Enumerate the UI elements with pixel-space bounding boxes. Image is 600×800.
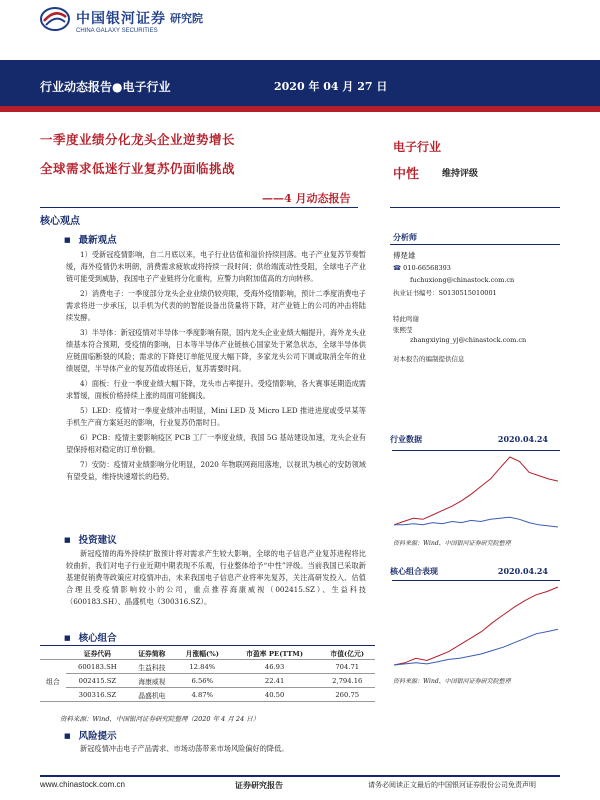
series-line-1 xyxy=(394,587,558,665)
header-accent-line xyxy=(0,106,600,112)
table-group-label: 组合 xyxy=(40,660,66,702)
analyst-name: 傅楚雄 xyxy=(393,251,416,260)
table-cell: 704.71 xyxy=(319,660,375,674)
divider xyxy=(390,244,560,245)
sidebar-industry: 电子行业 xyxy=(393,140,442,154)
researcher-name: 张熙莹 xyxy=(393,326,413,334)
portfolio-performance-date: 2020.04.24 xyxy=(497,566,548,576)
paragraph: 2）消费电子：一季度部分龙头企业业绩仍较亮眼，受海外疫情影响，预计二季度消费电子需求将进一步承压，以手机为代表的的智能设备出货量将下降，对产业链上的公司的冲击将陆续发酵。 xyxy=(66,289,366,322)
table-header-cell: 证券代码 xyxy=(66,646,129,660)
table-cell: 300316.SZ xyxy=(66,688,129,702)
table-cell: 22.41 xyxy=(230,674,320,688)
latest-view-paragraphs xyxy=(66,249,366,486)
portfolio-performance-heading xyxy=(390,566,560,577)
paragraph: 6）PCB：疫情主要影响疫区 PCB 工厂一季度业绩，我国 5G 基站建设加速，龙头企业有望保持相对稳定的订单份额。 xyxy=(66,433,366,454)
paragraph: 1）受新冠疫情影响，自二月底以来，电子行业估值和溢价持续回落。电子产业复苏节奏暂缓，海外疫情仍未明朗，消费需求疲软或将持续一段时间；供给端流动性受阻，全球电子产业链可能受到威胁，我国电子产业链将分化重构，应警力向附加值高的方向转移。 xyxy=(66,250,366,283)
table-cell: 46.93 xyxy=(230,660,320,674)
portfolio-performance-label: 核心组合表现 xyxy=(390,566,438,576)
brand-name: 中国银河证券 xyxy=(76,11,166,27)
acknowledgement-label: 特此鸣谢 xyxy=(393,315,419,323)
table-header-row xyxy=(40,646,375,660)
rating-note: 维持评级 xyxy=(442,169,479,179)
analyst-heading: 分析师 xyxy=(393,232,417,242)
report-title-line-1: 一季度业绩分化龙头企业逆势增长 xyxy=(40,132,236,147)
brand-english: CHINA GALAXY SECURITIES xyxy=(76,28,158,34)
industry-data-label: 行业数据 xyxy=(390,434,422,444)
report-type: 行业动态报告●电子行业 xyxy=(40,80,171,94)
table-cell: 40.50 xyxy=(230,688,320,702)
divider xyxy=(390,207,560,208)
series-line-1 xyxy=(394,457,558,525)
footer-label: 证券研究报告 xyxy=(235,780,283,790)
institute-label: 研究院 xyxy=(170,12,203,25)
paragraph: 3）半导体：新冠疫情对半导体一季度影响有限，国内龙头企业业绩大幅提升，海外龙头业绩基本符合预期，受疫情的影响，日本等半导体产业链核心国家处于紧急状态，全球半导体供应链面临断裂的风险；需求的下降使订单能见度大幅下降，多家龙头公司下调或取消全年的业绩展望，半导体产业的复苏值或将延后，复苏需要时间。 xyxy=(66,328,366,373)
table-cell: 600183.SH xyxy=(66,660,129,674)
industry-data-date: 2020.04.24 xyxy=(497,434,548,444)
researcher-email[interactable]: zhangxiying_yj@chinastock.com.cn xyxy=(410,336,527,344)
table-cell: 260.75 xyxy=(319,688,375,702)
table-cell: 4.87% xyxy=(175,688,230,702)
table-header-cell: 月涨幅(%) xyxy=(175,646,230,660)
risk-text xyxy=(66,743,366,758)
footer-disclaimer: 请务必阅读正文最后的中国银河证券股份公司免责声明 xyxy=(368,781,536,789)
paragraph: 新冠疫情的海外持续扩散预计将对需求产生较大影响，全球的电子信息产业复苏进程将比较曲折，我们对电子行业近期中期表现不乐观，行业整体给予“中性”评级。当前我国已采取新基建促销费等政策应对疫情冲击，未来我国电子信息产业将率先复苏，关注高研发投入、估值合理且受疫情影响较小的公司，重点推荐海康威视（002415.SZ）、生益科技（600183.SH）、晶盛机电（300316.SZ）。 xyxy=(66,549,366,606)
investment-advice xyxy=(66,548,366,611)
rating-value: 中性 xyxy=(393,167,420,182)
table-row xyxy=(40,688,375,702)
phone-text: 010-66568393 xyxy=(403,264,451,272)
table-header-cell xyxy=(40,646,66,660)
report-title-line-2: 全球需求低迷行业复苏仍面临挑战 xyxy=(40,161,236,176)
investment-advice-heading: ■ 投资建议 xyxy=(64,532,117,546)
table-header-cell: 市盈率 PE(TTM) xyxy=(230,646,320,660)
analyst-cert: 执业证书编号：S0130515010001 xyxy=(393,289,497,297)
galaxy-logo-icon xyxy=(40,6,70,32)
portfolio-heading: ■ 核心组合 xyxy=(64,630,117,644)
table-cell: 002415.SZ xyxy=(66,674,129,688)
report-subtitle: ——4 月动态报告 xyxy=(262,192,351,205)
footer-website[interactable]: www.chinastock.com.cn xyxy=(40,780,125,789)
portfolio-performance-chart xyxy=(392,580,560,671)
table-cell: 12.84% xyxy=(175,660,230,674)
portfolio-table xyxy=(40,645,375,702)
paragraph: 4）面板：行业一季度业绩大幅下降，龙头市占率提升。受疫情影响，各大赛事延期造成需求暂缓，面板价格持续上涨的局面可能搁浅。 xyxy=(66,379,366,400)
analyst-email[interactable]: fuchuxiong@chinastock.com.cn xyxy=(410,276,515,284)
paragraph: 7）安防：疫情对业绩影响分化明显，2020 年物联网商用落地，以视讯为核心的安防领域有望受益，维持快速增长的趋势。 xyxy=(66,460,366,481)
report-date: 2020 年 04 月 27 日 xyxy=(274,80,388,93)
risk-heading: ■ 风险提示 xyxy=(64,728,117,742)
table-cell: 晶盛机电 xyxy=(129,688,175,702)
analyst-phone xyxy=(393,264,451,272)
paragraph: 新冠疫情冲击电子产品需求、市场动荡带来市场风险偏好的降低。 xyxy=(80,744,289,753)
table-header-cell: 市值(亿元) xyxy=(319,646,375,660)
table-source: 资料来源：Wind，中国银河证券研究院整理（2020 年 4 月 24 日） xyxy=(60,715,260,723)
table-header-cell: 证券简称 xyxy=(129,646,175,660)
industry-data-chart xyxy=(392,450,560,533)
table-cell: 海康威视 xyxy=(129,674,175,688)
table-row xyxy=(40,660,375,674)
table-row xyxy=(40,674,375,688)
phone-icon: ☎ xyxy=(393,264,404,272)
divider xyxy=(40,207,358,208)
table-cell: 6.56% xyxy=(175,674,230,688)
chart-source: 资料来源：Wind、中国银河证券研究院整理 xyxy=(393,540,511,547)
core-view-heading: 核心观点 xyxy=(40,216,80,227)
chart-source: 资料来源：Wind、中国银河证券研究院整理 xyxy=(393,678,511,685)
footer-line xyxy=(40,775,560,777)
paragraph: 5）LED：疫情对一季度业绩冲击明显，Mini LED 及 Micro LED 推进进度或受早某等手机生产商方案延迟的影响，行业复苏仍需时日。 xyxy=(66,406,366,427)
contribution-note: 对本报告的编制提供信息 xyxy=(393,355,465,363)
industry-data-heading xyxy=(390,434,560,445)
latest-view-heading: ■ 最新观点 xyxy=(64,232,117,246)
table-cell: 2,794.16 xyxy=(319,674,375,688)
table-cell: 生益科技 xyxy=(129,660,175,674)
